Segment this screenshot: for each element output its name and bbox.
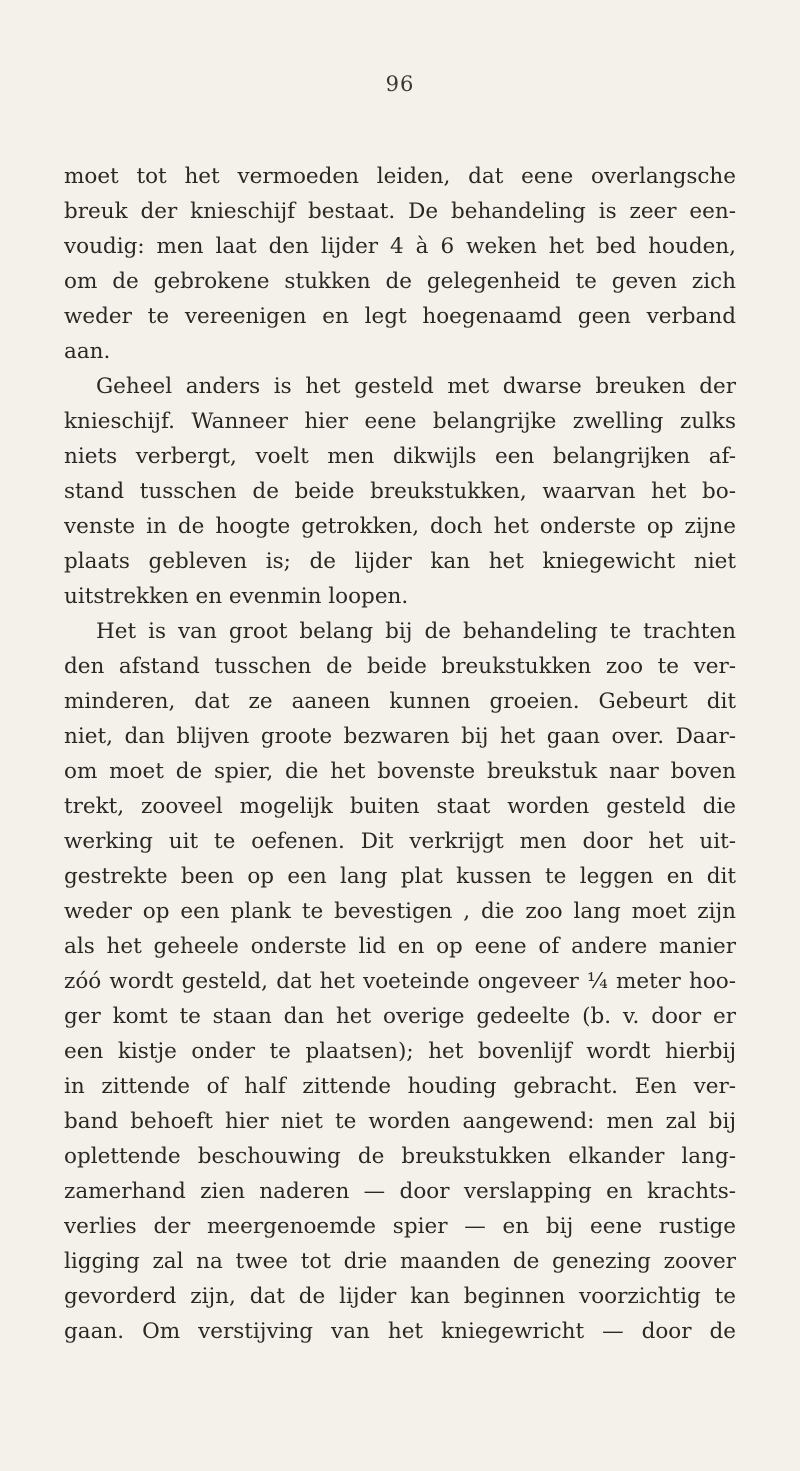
text-line: niets verbergt, voelt men dikwijls een belangrijken af- — [64, 444, 736, 469]
text-line: ger komt te staan dan het overige gedeelte (b. v. door er — [64, 1004, 736, 1029]
text-line: ligging zal na twee tot drie maanden de genezing zoover — [64, 1249, 736, 1274]
text-line: weder te vereenigen en legt hoegenaamd geen verband — [64, 304, 736, 329]
text-line: Geheel anders is het gesteld met dwarse breuken der — [96, 374, 736, 399]
text-line: werking uit te oefenen. Dit verkrijgt men door het uit- — [64, 829, 736, 854]
text-line: gestrekte been op een lang plat kussen te leggen en dit — [64, 864, 736, 889]
text-line: trekt, zooveel mogelijk buiten staat worden gesteld die — [64, 794, 736, 819]
text-line: niet, dan blijven groote bezwaren bij het gaan over. Daar- — [64, 724, 736, 749]
text-line: den afstand tusschen de beide breukstukken zoo te ver- — [64, 654, 736, 679]
text-line: gaan. Om verstijving van het kniegewricht — door de — [64, 1319, 736, 1344]
text-line: venste in de hoogte getrokken, doch het onderste op zijne — [64, 514, 736, 539]
text-line: zamerhand zien naderen — door verslapping en krachts- — [64, 1179, 736, 1204]
text-line: voudig: men laat den lijder 4 à 6 weken het bed houden, — [64, 234, 736, 259]
text-line: in zittende of half zittende houding gebracht. Een ver- — [64, 1074, 736, 1099]
text-line: minderen, dat ze aaneen kunnen groeien. Gebeurt dit — [64, 689, 736, 714]
text-line: aan. — [64, 339, 111, 364]
text-line: moet tot het vermoeden leiden, dat eene overlangsche — [64, 164, 736, 189]
text-line: om moet de spier, die het bovenste breukstuk naar boven — [64, 759, 736, 784]
text-line: knieschijf. Wanneer hier eene belangrijke zwelling zulks — [64, 409, 736, 434]
text-line: Het is van groot belang bij de behandeling te trachten — [96, 619, 736, 644]
text-line: weder op een plank te bevestigen , die zoo lang moet zijn — [64, 899, 736, 924]
text-line: plaats gebleven is; de lijder kan het kniegewicht niet — [64, 549, 736, 574]
text-line: een kistje onder te plaatsen); het bovenlijf wordt hierbij — [64, 1039, 736, 1064]
text-line: om de gebrokene stukken de gelegenheid te geven zich — [64, 269, 736, 294]
text-line: oplettende beschouwing de breukstukken elkander lang- — [64, 1144, 736, 1169]
text-line: stand tusschen de beide breukstukken, waarvan het bo- — [64, 479, 736, 504]
text-line: verlies der meergenoemde spier — en bij eene rustige — [64, 1214, 736, 1239]
text-line: als het geheele onderste lid en op eene of andere manier — [64, 934, 736, 959]
text-line: zóó wordt gesteld, dat het voeteinde ongeveer ¼ meter hoo- — [64, 969, 736, 994]
text-line: uitstrekken en evenmin loopen. — [64, 584, 409, 609]
page-number: 96 — [385, 72, 415, 96]
body-text — [64, 159, 736, 1349]
text-line: band behoeft hier niet te worden aangewend: men zal bij — [64, 1109, 736, 1134]
text-line: breuk der knieschijf bestaat. De behandeling is zeer een- — [64, 199, 736, 224]
text-line: gevorderd zijn, dat de lijder kan beginnen voorzichtig te — [64, 1284, 736, 1309]
